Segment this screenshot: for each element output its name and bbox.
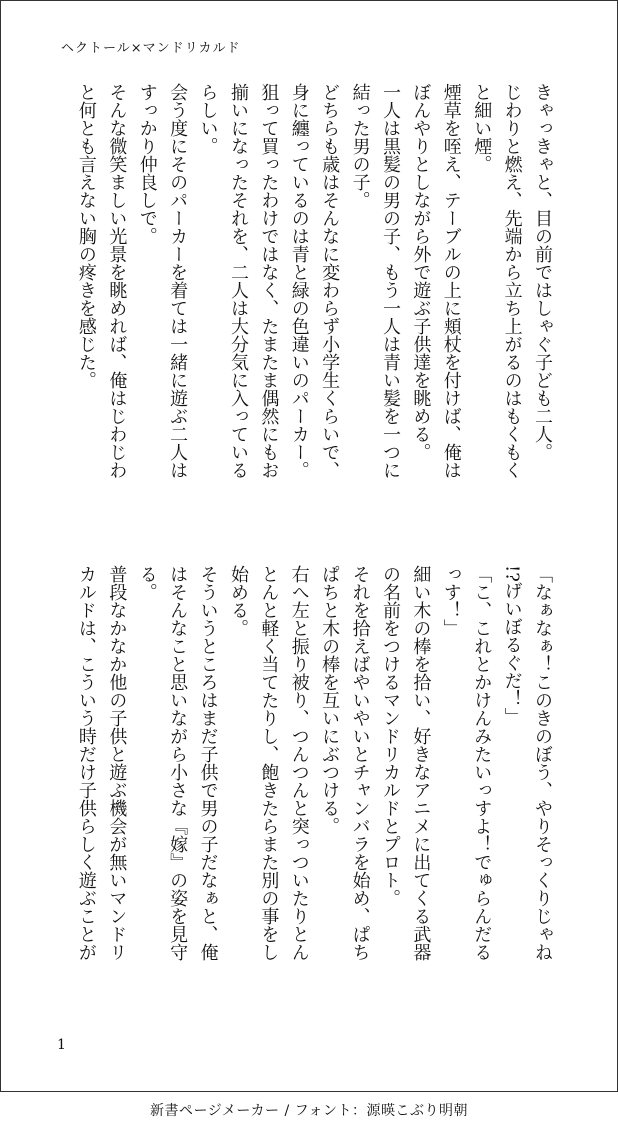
- body-text-upper: きゃっきゃと、目の前ではしゃぐ子ども二人。 じわりと燃え、先端から立ち上がるのはもくもく と細い煙。 煙草を咥え、テーブルの上に頬杖を付けば、俺は ぼんやりとしながら外で遊ぶ子供達を眺める。 一人は黒髪の男の子、もう一人は青い髪を一つに 結った男の子。 どちらも歳はそんなに変わらず小学生くらいで、 身に纏っているのは青と緑の色違いのパーカー。 狙って買ったわけではなく、たまたま偶然にもお 揃いになったそれを、二人は大分気に入っている らしい。 会う度にそのパーカーを着ては一緒に遊ぶ二人は すっかり仲良しで。 そんな微笑ましい光景を眺めれば、俺はじわじわ と何とも言えない胸の疼きを感じた。: [75, 83, 553, 479]
- page-number: 1: [57, 1037, 66, 1053]
- page-header-title: ヘクトール×マンドリカルド: [61, 41, 241, 56]
- body-text-lower: 「なぁなぁ！このきのぼう、やりそっくりじゃね !?げいぼるぐだ！」 「こ、これとかけんみたいっすよ！でゅらんだる っす！」 細い木の棒を拾い、好きなアニメに出てくる武器 の名前をつけるマンドリカルドとプロト。 それを拾えばやいやいとチャンバラを始め、ぱち ぱちと木の棒を互いにぶつける。 右へ左と振り被り、つんつんと突っついたりとん とんと軽く当てたりし、飽きたらまた別の事をし 始める。 そういうところはまだ子供で男の子だなぁと、俺 はそんなこと思いながら小さな『嫁』の姿を見守 る。 普段なかなか他の子供と遊ぶ機会が無いマンドリ カルドは、こういう時だけ子供らしく遊ぶことが: [75, 565, 553, 961]
- footer-credit: 新書ページメーカー / フォント：源暎こぶり明朝: [150, 1103, 468, 1119]
